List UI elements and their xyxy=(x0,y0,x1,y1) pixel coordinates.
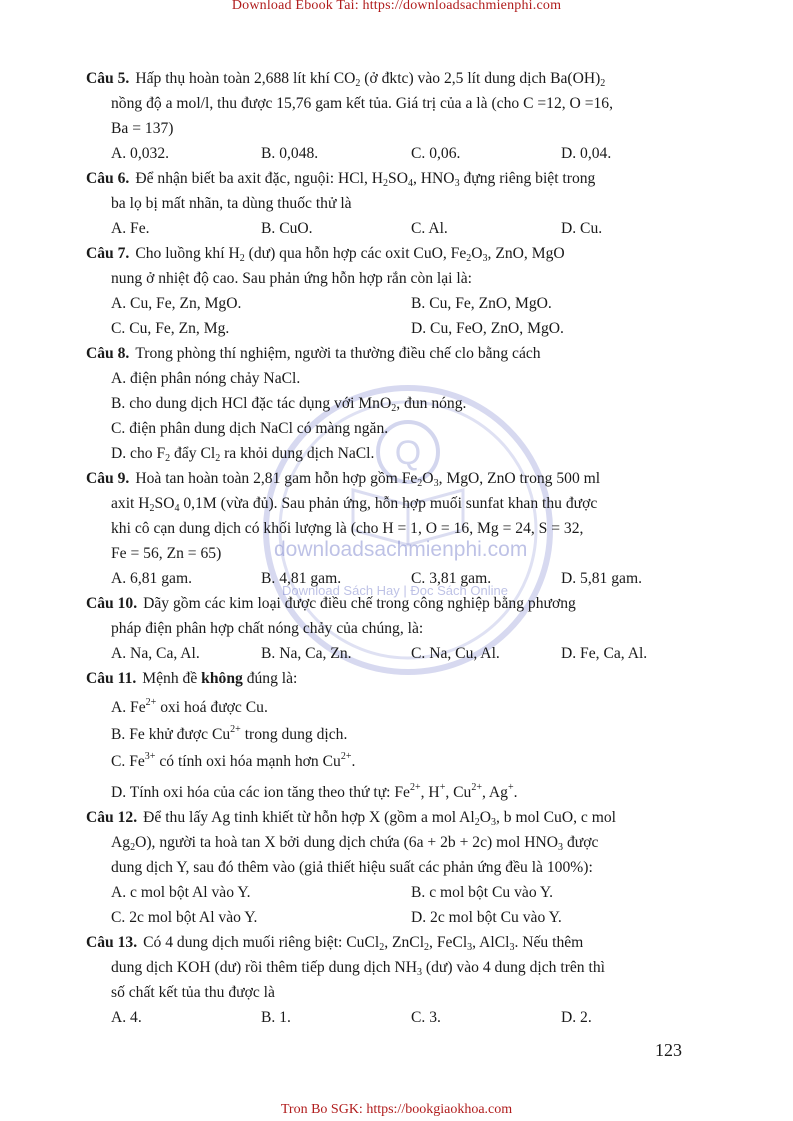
question-5: Câu 5. Hấp thụ hoàn toàn 2,688 lít khí $CO_2$ (ở đktc) vào 2,5 lít dung dịch $Ba(OH)_2$ nồng độ a mol/l, thu được 15,76 gam kết tủa. Giá trị của a là (cho C =12, O =16, Ba = 137) A. 0,032. B. 0,048. C. 0,06. D. 0,04. xyxy=(86,66,711,166)
option-b[interactable]: B. 1. xyxy=(261,1009,291,1026)
option-a[interactable]: A. Fe. xyxy=(111,220,150,237)
question-label: Câu 12. xyxy=(86,809,138,826)
option-d[interactable]: D. 2c mol bột Cu vào Y. xyxy=(411,909,562,926)
option-d[interactable]: D. 5,81 gam. xyxy=(561,570,642,587)
option-b[interactable]: B. Na, Ca, Zn. xyxy=(261,645,352,662)
question-label: Câu 9. xyxy=(86,470,130,487)
question-10: Câu 10. Dãy gồm các kim loại được điều chế trong công nghiệp bằng phương pháp điện phân hợp chất nóng chảy của chúng, là: A. Na, Ca, Al. B. Na, Ca, Zn. C. Na, Cu, Al. D. Fe, Ca, Al. xyxy=(86,591,711,666)
option-d[interactable]: D. Cu. xyxy=(561,220,603,237)
option-b[interactable]: B. 0,048. xyxy=(261,145,319,162)
question-9: Câu 9. Hoà tan hoàn toàn 2,81 gam hỗn hợp gồm $Fe_2O_3$, MgO, ZnO trong 500 ml axit $H_2SO_4$ 0,1M (vừa đủ). Sau phản ứng, hỗn hợp muối sunfat khan thu được khi cô cạn dung dịch có khối lượng là (cho H = 1, O = 16, Mg = 24, S = 32, Fe = 56, Zn = 65) A. 6,81 gam. B. 4,81 gam. C. 3,81 gam. D. 5,81 gam. xyxy=(86,466,711,591)
option-c[interactable]: C. 0,06. xyxy=(411,145,461,162)
question-label: Câu 5. xyxy=(86,70,130,87)
question-7: Câu 7. Cho luồng khí $H_2$ (dư) qua hỗn hợp các oxit CuO, $Fe_2O_3$, ZnO, MgO nung ở nhiệt độ cao. Sau phản ứng hỗn hợp rắn còn lại là: A. Cu, Fe, Zn, MgO. B. Cu, Fe, ZnO, MgO. C. Cu, Fe, Zn, Mg. D. Cu, FeO, ZnO, MgO. xyxy=(86,241,711,341)
option-b[interactable]: B. cho dung dịch HCl đặc tác dụng với MnO$_2$, đun nóng. xyxy=(111,395,467,414)
option-b[interactable]: B. CuO. xyxy=(261,220,313,237)
option-a[interactable]: A. $Fe^{2+}$ oxi hoá được Cu. xyxy=(111,697,268,716)
option-a[interactable]: A. 4. xyxy=(111,1009,142,1026)
option-b[interactable]: B. Cu, Fe, ZnO, MgO. xyxy=(411,295,552,312)
answer-options xyxy=(86,905,711,930)
answer-options xyxy=(86,291,711,316)
question-11: Câu 11. Mệnh đề không đúng là: A. $Fe^{2+}$ oxi hoá được Cu. B. Fe khử được $Cu^{2+}$ trong dung dịch. C. $Fe^{3+}$ có tính oxi hóa mạnh hơn $Cu^{2+}$. D. Tính oxi hóa của các ion tăng theo thứ tự: $Fe^{2+}$, H+, $Cu^{2+}$, Ag+. xyxy=(86,666,711,805)
option-c[interactable]: C. 3,81 gam. xyxy=(411,570,492,587)
page-number: 123 xyxy=(655,1040,682,1060)
option-a[interactable]: A. Cu, Fe, Zn, MgO. xyxy=(111,295,242,312)
answer-options xyxy=(86,880,711,905)
option-d[interactable]: D. cho $F_2$ đẩy $Cl_2$ ra khỏi dung dịch NaCl. xyxy=(111,445,375,464)
option-d[interactable]: D. Cu, FeO, ZnO, MgO. xyxy=(411,320,564,337)
watermark-site: downloadsachmienphi.com xyxy=(274,538,528,561)
question-list xyxy=(86,66,711,1030)
option-b[interactable]: B. c mol bột Cu vào Y. xyxy=(411,884,554,901)
question-label: Câu 8. xyxy=(86,345,130,362)
question-6: Câu 6. Để nhận biết ba axit đặc, nguội: HCl, $H_2SO_4$, $HNO_3$ đựng riêng biệt trong ba lọ bị mất nhãn, ta dùng thuốc thử là A. Fe. B. CuO. C. Al. D. Cu. xyxy=(86,166,711,241)
answer-options xyxy=(86,216,711,241)
option-c[interactable]: C. Cu, Fe, Zn, Mg. xyxy=(111,320,230,337)
option-c[interactable]: C. 2c mol bột Al vào Y. xyxy=(111,909,258,926)
question-13: Câu 13. Có 4 dung dịch muối riêng biệt: CuCl$_2$, ZnCl$_2$, FeCl$_3$, AlCl$_3$. Nếu thêm dung dịch KOH (dư) rồi thêm tiếp dung dịch $NH_3$ (dư) vào 4 dung dịch trên thì số chất kết tủa thu được là A. 4. B. 1. C. 3. D. 2. xyxy=(86,930,711,1030)
answer-options xyxy=(86,141,711,166)
watermark-tagline: Download Sách Hay | Đọc Sách Online xyxy=(282,583,508,598)
top-download-banner[interactable]: Download Ebook Tai: https://downloadsachmienphi.com xyxy=(231,0,562,13)
option-d[interactable]: D. Tính oxi hóa của các ion tăng theo thứ tự: $Fe^{2+}$, H+, $Cu^{2+}$, Ag+. xyxy=(111,782,518,801)
bottom-sgk-banner[interactable]: Tron Bo SGK: https://bookgiaokhoa.com xyxy=(280,1102,513,1117)
question-label: Câu 6. xyxy=(86,170,130,187)
option-a[interactable]: A. Na, Ca, Al. xyxy=(111,645,200,662)
question-label: Câu 13. xyxy=(86,934,138,951)
option-c[interactable]: C. $Fe^{3+}$ có tính oxi hóa mạnh hơn $Cu^{2+}$. xyxy=(111,751,356,770)
option-a[interactable]: A. 0,032. xyxy=(111,145,170,162)
question-label: Câu 11. xyxy=(86,670,137,687)
answer-options xyxy=(86,316,711,341)
option-b[interactable]: B. Fe khử được $Cu^{2+}$ trong dung dịch. xyxy=(111,724,348,743)
question-label: Câu 7. xyxy=(86,245,130,262)
question-label: Câu 10. xyxy=(86,595,138,612)
svg-text:Q: Q xyxy=(394,434,422,472)
option-d[interactable]: D. 2. xyxy=(561,1009,592,1026)
option-c[interactable]: C. Al. xyxy=(411,220,448,237)
answer-options xyxy=(86,641,711,666)
option-c[interactable]: C. Na, Cu, Al. xyxy=(411,645,500,662)
option-d[interactable]: D. Fe, Ca, Al. xyxy=(561,645,648,662)
option-a[interactable]: A. c mol bột Al vào Y. xyxy=(111,884,251,901)
question-12: Câu 12. Để thu lấy Ag tinh khiết từ hỗn hợp X (gồm a mol $Al_2O_3$, b mol CuO, c mol $Ag_2O$), người ta hoà tan X bởi dung dịch chứa (6a + 2b + 2c) mol $HNO_3$ được dung dịch Y, sau đó thêm vào (giả thiết hiệu suất các phản ứng đều là 100%): A. c mol bột Al vào Y. B. c mol bột Cu vào Y. C. 2c mol bột Al vào Y. D. 2c mol bột Cu vào Y. xyxy=(86,805,711,930)
option-c[interactable]: C. điện phân dung dịch NaCl có màng ngăn. xyxy=(111,420,389,437)
option-d[interactable]: D. 0,04. xyxy=(561,145,612,162)
answer-options xyxy=(86,566,711,591)
option-b[interactable]: B. 4,81 gam. xyxy=(261,570,342,587)
option-c[interactable]: C. 3. xyxy=(411,1009,441,1026)
option-a[interactable]: A. điện phân nóng chảy NaCl. xyxy=(111,370,301,387)
option-a[interactable]: A. 6,81 gam. xyxy=(111,570,192,587)
answer-options xyxy=(86,1005,711,1030)
question-8: Câu 8. Trong phòng thí nghiệm, người ta thường điều chế clo bằng cách A. điện phân nóng chảy NaCl. B. cho dung dịch HCl đặc tác dụng với MnO$_2$, đun nóng. C. điện phân dung dịch NaCl có màng ngăn. D. cho $F_2$ đẩy $Cl_2$ ra khỏi dung dịch NaCl. xyxy=(86,341,711,466)
